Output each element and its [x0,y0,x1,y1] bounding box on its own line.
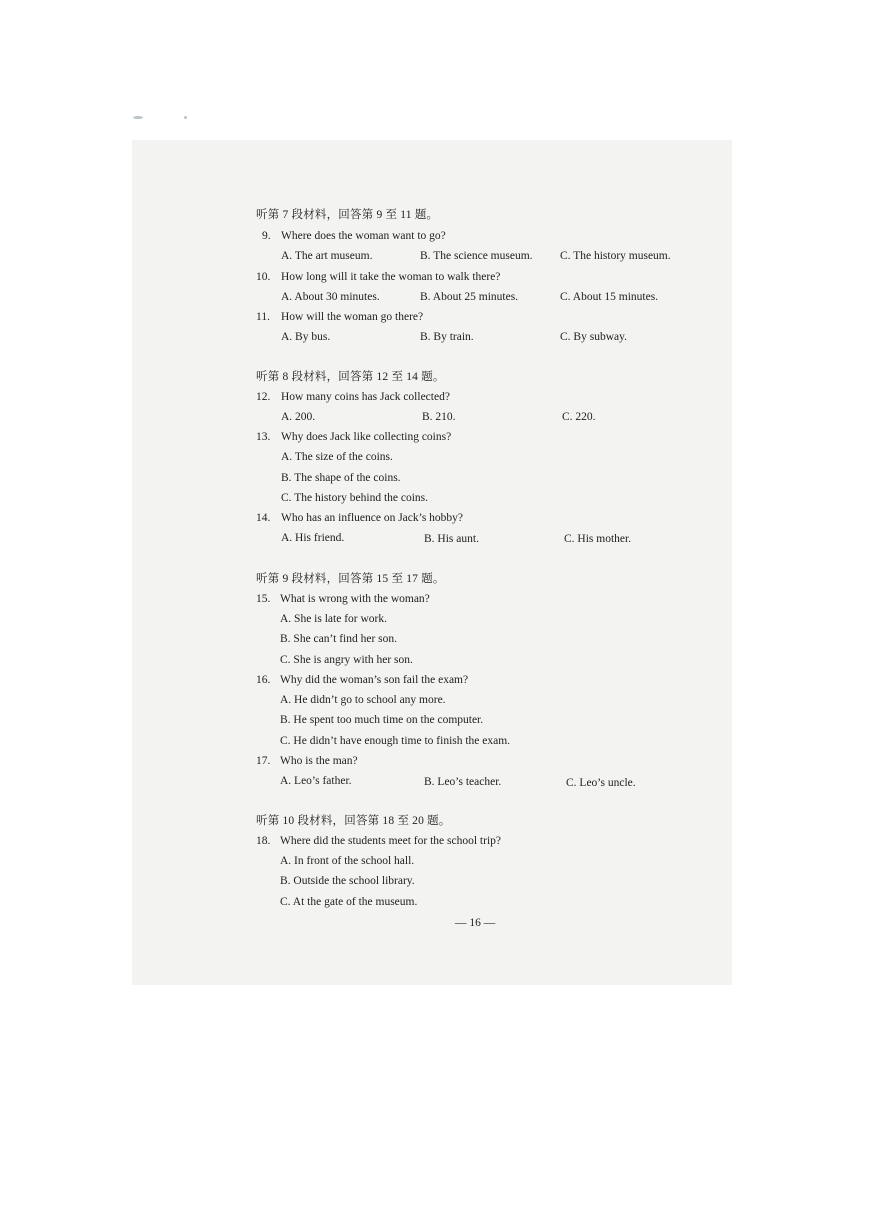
option-b: B. Leo’s teacher. [424,776,502,788]
question-text: Who has an influence on Jack’s hobby? [281,512,464,524]
option-c: C. She is angry with her son. [280,654,413,666]
option-c: C. Leo’s uncle. [566,777,636,789]
section-heading: 听第 9 段材料，回答第 15 至 17 题。 [256,573,445,585]
question-text: Why does Jack like collecting coins? [281,431,452,443]
option-c: C. The history behind the coins. [281,492,429,504]
question-text: How many coins has Jack collected? [281,391,450,403]
question-text: Why did the woman’s son fail the exam? [280,674,469,686]
option-b: B. By train. [420,331,474,343]
option-a: A. She is late for work. [280,613,387,625]
option-a: A. The size of the coins. [281,451,393,463]
question-number: 15. [256,593,271,605]
option-c: C. By subway. [560,331,627,343]
option-b: B. The shape of the coins. [281,472,401,484]
option-a: A. 200. [281,411,316,423]
section-heading: 听第 8 段材料，回答第 12 至 14 题。 [256,371,445,383]
section-heading: 听第 7 段材料，回答第 9 至 11 题。 [256,209,439,221]
option-c: C. He didn’t have enough time to finish the exam. [280,735,511,747]
question-number: 16. [256,674,271,686]
option-b: B. He spent too much time on the computer. [280,714,484,726]
option-b: B. 210. [422,411,456,423]
option-a: A. In front of the school hall. [280,855,415,867]
option-a: A. The art museum. [281,250,373,262]
question-number: 12. [256,391,271,403]
page-number: — 16 — [455,917,496,929]
option-c: C. The history museum. [560,250,671,262]
option-a: A. His friend. [281,532,345,544]
option-b: B. About 25 minutes. [420,291,519,303]
option-b: B. The science museum. [420,250,533,262]
question-number: 11. [256,311,270,323]
question-number: 18. [256,835,271,847]
question-text: What is wrong with the woman? [280,593,430,605]
option-b: B. Outside the school library. [280,875,415,887]
question-text: Where did the students meet for the school trip? [280,835,501,847]
question-number: 10. [256,271,271,283]
question-text: Who is the man? [280,755,358,767]
question-text: How will the woman go there? [281,311,424,323]
question-text: How long will it take the woman to walk there? [281,271,501,283]
option-c: C. 220. [562,411,596,423]
option-a: A. By bus. [281,331,331,343]
option-a: A. About 30 minutes. [281,291,380,303]
option-b: B. She can’t find her son. [280,633,398,645]
option-b: B. His aunt. [424,533,479,545]
option-c: C. At the gate of the museum. [280,896,418,908]
option-c: C. About 15 minutes. [560,291,659,303]
question-number: 9. [262,230,271,242]
question-number: 14. [256,512,271,524]
option-a: A. Leo’s father. [280,775,352,787]
option-c: C. His mother. [564,533,632,545]
section-heading: 听第 10 段材料，回答第 18 至 20 题。 [256,815,451,827]
question-text: Where does the woman want to go? [281,230,446,242]
option-a: A. He didn’t go to school any more. [280,694,446,706]
question-number: 17. [256,755,271,767]
question-number: 13. [256,431,271,443]
